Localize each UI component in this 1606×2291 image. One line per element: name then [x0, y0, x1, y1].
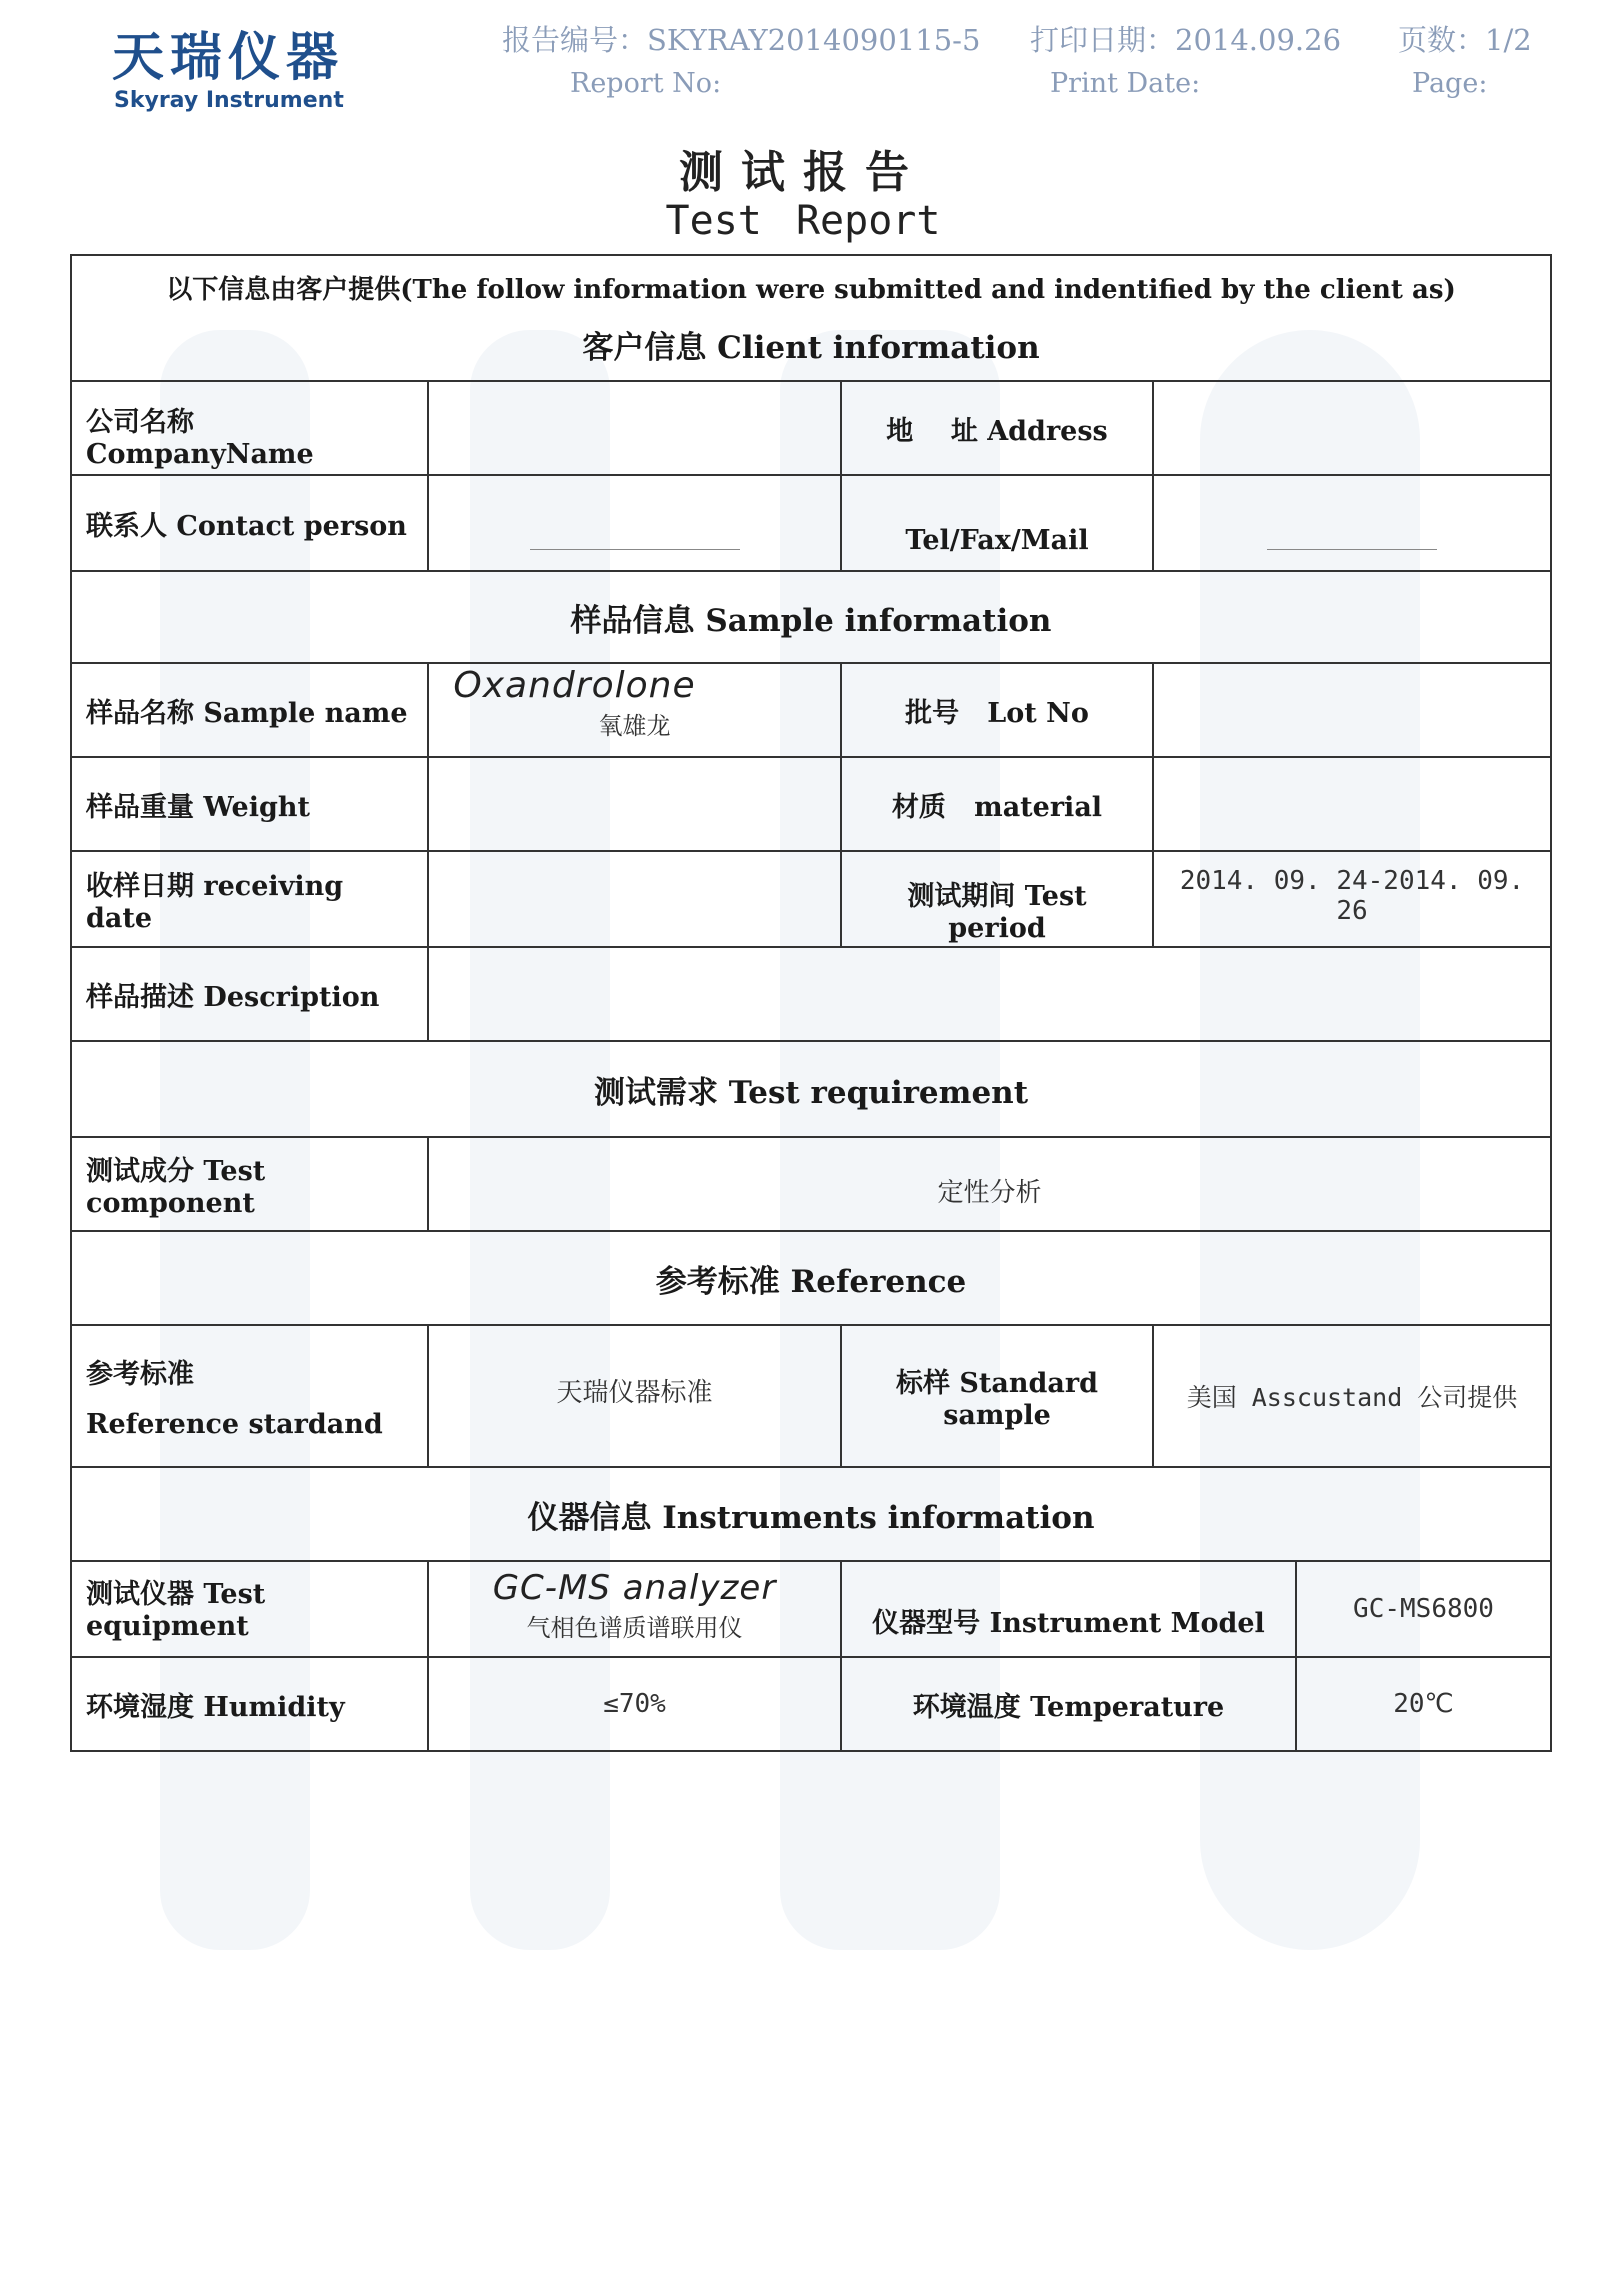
table-row [72, 756, 1550, 850]
report-table [70, 254, 1552, 1752]
instrument-model-label: 仪器型号 Instrument Model [840, 1562, 1295, 1656]
table-row [72, 1656, 1550, 1750]
temperature-value: 20℃ [1295, 1658, 1550, 1750]
humidity-label: 环境湿度 Humidity [86, 1691, 345, 1723]
table-row [72, 1560, 1550, 1656]
table-row [72, 1136, 1550, 1230]
instrument-model-value: GC-MS6800 [1295, 1562, 1550, 1656]
client-section-header [72, 256, 1550, 380]
test-equipment-handwritten: GC-MS analyzer [492, 1567, 777, 1608]
material-label: 材质 material [840, 758, 1152, 850]
section-title-client: 客户信息 Client information [582, 330, 1040, 366]
tel-fax-mail-value [1152, 476, 1550, 570]
sample-name-label: 样品名称 Sample name [86, 697, 408, 729]
standard-sample-value: 美国 Asscustand 公司提供 [1152, 1326, 1550, 1466]
test-equipment-cell [427, 1562, 840, 1656]
table-row [72, 662, 1550, 756]
temperature-label: 环境温度 Temperature [840, 1658, 1295, 1750]
reference-standard-label-en: Reference stardand [86, 1409, 383, 1440]
company-name-label: 公司名称 CompanyName [86, 407, 314, 470]
test-period-label: 测试期间 Test period [840, 852, 1152, 946]
test-equipment-label: 测试仪器 Test equipment [86, 1579, 266, 1642]
report-number-label-en: Report No: [570, 68, 722, 99]
logo-english: Skyray Instrument [114, 88, 344, 113]
address-value [1152, 382, 1550, 474]
sample-section-header [72, 570, 1550, 662]
company-logo [112, 28, 344, 114]
test-equipment-value: 气相色谱质谱联用仪 [526, 1613, 743, 1642]
contact-person-value [427, 476, 840, 570]
reference-standard-value: 天瑞仪器标准 [427, 1326, 840, 1466]
lot-no-label: 批号 Lot No [840, 664, 1152, 756]
section-title-sample: 样品信息 Sample information [570, 602, 1052, 639]
description-value [427, 948, 1550, 1040]
report-title-english: Test Report [665, 198, 941, 244]
standard-sample-label: 标样 Standard sample [840, 1326, 1152, 1466]
company-name-value [427, 382, 840, 474]
tel-underline [1267, 549, 1437, 550]
tel-fax-mail-label: Tel/Fax/Mail [840, 476, 1152, 570]
sample-name-handwritten: Oxandrolone [453, 665, 696, 706]
client-notice: 以下信息由客户提供(The follow information were submitted and indentified by the client as) [166, 275, 1456, 305]
page-label-en: Page: [1412, 68, 1488, 99]
humidity-value: ≤70% [427, 1658, 840, 1750]
table-row [72, 380, 1550, 474]
reference-standard-label [72, 1326, 427, 1466]
receiving-date-label: 收样日期 receiving date [86, 871, 344, 934]
receiving-date-value [427, 852, 840, 946]
table-row [72, 1324, 1550, 1466]
description-label: 样品描述 Description [86, 981, 380, 1013]
test-component-label: 测试成分 Test component [86, 1156, 266, 1219]
address-label: 地 址 Address [840, 382, 1152, 474]
section-title-requirement: 测试需求 Test requirement [593, 1074, 1029, 1111]
instrument-section-header [72, 1466, 1550, 1560]
reference-standard-label-cn: 参考标准 [86, 1359, 194, 1390]
test-period-value: 2014. 09. 24-2014. 09. 26 [1152, 852, 1550, 946]
print-date-label-en: Print Date: [1050, 68, 1201, 99]
print-date: 打印日期：2014.09.26 [1030, 23, 1342, 57]
material-value [1152, 758, 1550, 850]
table-row [72, 474, 1550, 570]
reference-section-header [72, 1230, 1550, 1324]
sample-name-value: 氧雄龙 [598, 712, 671, 740]
test-component-value: 定性分析 [427, 1138, 1550, 1230]
section-title-instrument: 仪器信息 Instruments information [527, 1499, 1095, 1536]
weight-label: 样品重量 Weight [86, 791, 310, 823]
report-number: 报告编号：SKYRAY2014090115-5 [502, 23, 981, 57]
page-count: 页数：1/2 [1398, 23, 1532, 57]
contact-underline [530, 549, 740, 550]
weight-value [427, 758, 840, 850]
contact-person-label: 联系人 Contact person [86, 510, 407, 542]
sample-name-cell [427, 664, 840, 756]
lot-no-value [1152, 664, 1550, 756]
logo-chinese: 天瑞仪器 [112, 28, 345, 88]
requirement-section-header [72, 1040, 1550, 1136]
section-title-reference: 参考标准 Reference [655, 1263, 967, 1300]
report-title-chinese: 测试报告 [679, 147, 927, 198]
table-row [72, 946, 1550, 1040]
table-row [72, 850, 1550, 946]
